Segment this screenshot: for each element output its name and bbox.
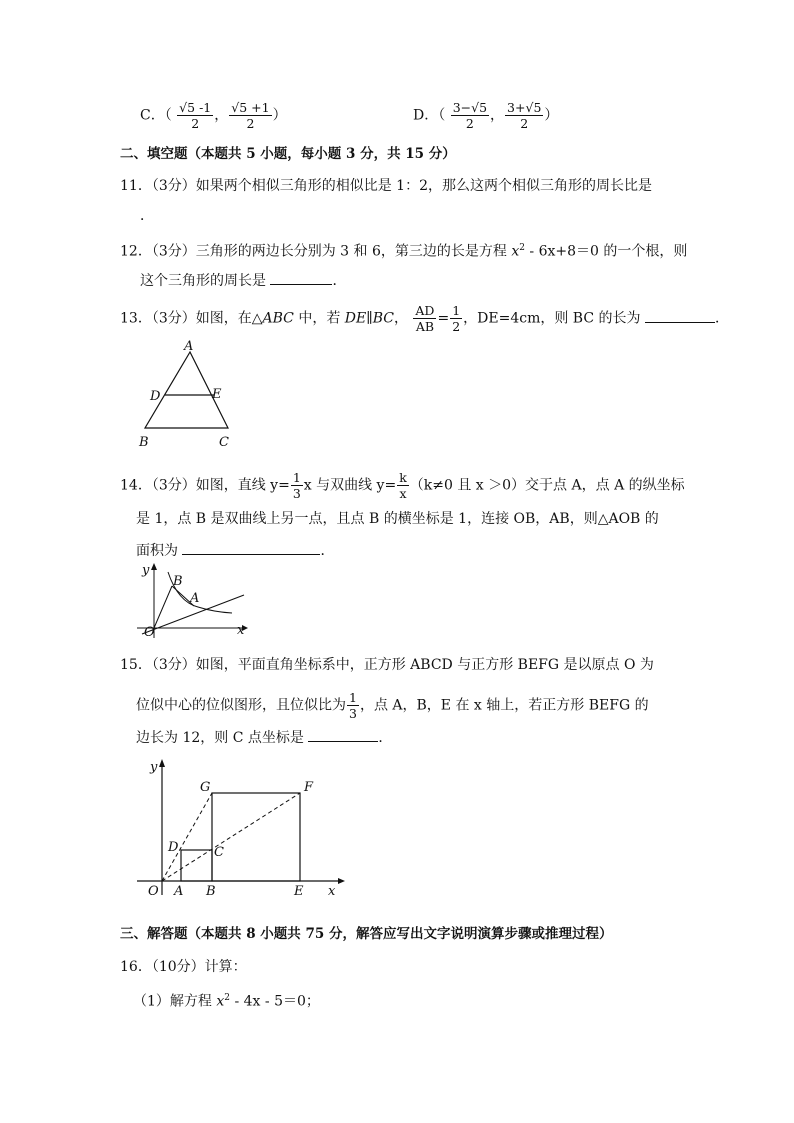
label-d: D: [150, 389, 161, 404]
label-o: O: [148, 884, 159, 899]
q13-line1: 13．（3分）如图，在△ABC 中，若 DE∥BC， $\frac{AD}{AB}$ = $\frac{1}{2}$ ，DE=4cm，则 BC 的长为 ．: [120, 303, 729, 334]
label-y: y: [142, 563, 150, 578]
q11-line1: 11．（3分）如果两个相似三角形的相似比是 1：2，那么这两个相似三角形的周长比是: [120, 178, 652, 194]
label-y: y: [150, 760, 158, 775]
q12-answer-blank[interactable]: [270, 270, 332, 285]
label-x: x: [328, 884, 336, 899]
option-d: D．（ $\frac{3-√5}{2}$ ， $\frac{3+√5}{2}$ ）: [413, 100, 559, 131]
q11-line2: ．: [140, 208, 154, 224]
label-a: A: [174, 884, 184, 899]
q13-answer-blank[interactable]: [645, 308, 715, 323]
q14-answer-blank[interactable]: [182, 540, 320, 555]
label-x: x: [237, 623, 245, 638]
square-bcdefg: [212, 793, 300, 881]
label-a: A: [184, 339, 194, 354]
label-b: B: [173, 574, 183, 589]
label-b: B: [139, 435, 149, 450]
q15-line3: 边长为 12，则 C 点坐标是 ．: [136, 727, 392, 748]
segment-ob: [154, 586, 172, 628]
q14-line3: 面积为 ．: [136, 540, 334, 561]
dashed-of: [162, 793, 300, 881]
figure-14-graph: [132, 560, 257, 642]
y-axis-arrow: [151, 563, 157, 570]
section-2-heading: 二、填空题（本题共 5 小题，每小题 3 分，共 15 分）: [120, 146, 456, 162]
label-e: E: [212, 387, 222, 402]
figure-15-squares: [132, 755, 352, 905]
figure-13-triangle: [130, 340, 250, 455]
q15-line2: 位似中心的位似图形，且位似比为 $\frac{1}{3}$ ，点 A，B，E 在 x 轴上，若正方形 BEFG 的: [136, 690, 649, 721]
q15-answer-blank[interactable]: [308, 727, 378, 742]
q16-sub1: （1）解方程 $x^2 - 4x - 5=0$；: [133, 993, 320, 1010]
label-o: O: [144, 625, 155, 640]
label-c: C: [219, 435, 229, 450]
q16-line1: 16．（10分）计算：: [120, 959, 247, 975]
option-c: C．（ $\frac{√5 -1}{2}$ ， $\frac{√5 +1}{2}$ ）: [140, 100, 287, 131]
label-c: C: [214, 845, 224, 860]
x-axis-arrow: [338, 878, 345, 884]
label-b: B: [206, 884, 216, 899]
label-f: F: [304, 780, 314, 795]
label-d: D: [168, 840, 179, 855]
label-e: E: [294, 884, 304, 899]
label-a: A: [190, 591, 200, 606]
q12-line2: 这个三角形的周长是 ．: [140, 270, 346, 291]
q15-line1: 15．（3分）如图，平面直角坐标系中，正方形 ABCD 与正方形 BEFG 是以原点 O 为: [120, 657, 654, 673]
q12-line1: 12．（3分）三角形的两边长分别为 3 和 6，第三边的长是方程 $x^2 - 6x+8=0$ 的一个根，则: [120, 243, 688, 260]
dashed-og: [162, 793, 212, 881]
y-axis-arrow: [159, 759, 165, 767]
q14-line2: 是 1，点 B 是双曲线上另一点，且点 B 的横坐标是 1，连接 OB，AB，则△AOB 的: [136, 511, 659, 527]
section-3-heading: 三、解答题（本题共 8 小题共 75 分，解答应写出文字说明演算步骤或推理过程）: [120, 926, 613, 942]
q14-line1: 14．（3分）如图，直线 y= $\frac{1}{3}$ x 与双曲线 y= $\frac{k}{x}$ （k≠0 且 x ＞0）交于点 A，点 A 的纵坐标: [120, 470, 685, 501]
label-g: G: [200, 780, 211, 795]
